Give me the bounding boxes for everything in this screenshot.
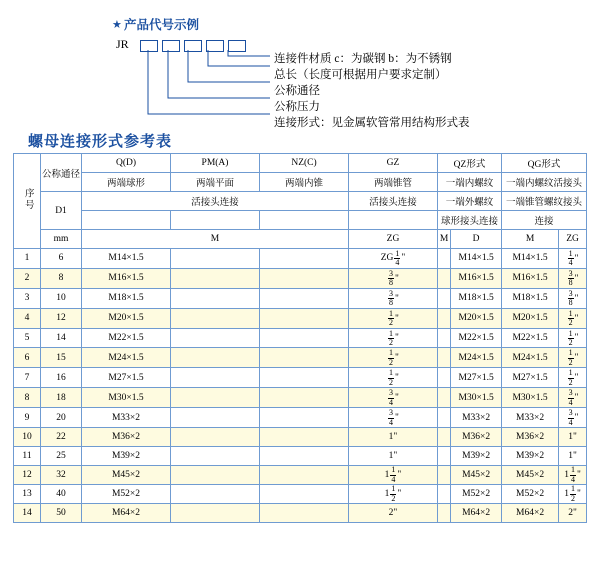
cell-q: M18×1.5: [82, 288, 171, 308]
header-group-qg: QG形式: [502, 154, 587, 173]
header-group-nz: NZ(C): [260, 154, 349, 173]
cell-qg-zg: $\frac{3}{8}$ ": [559, 268, 587, 288]
cell-qg-m: M52×2: [502, 485, 559, 504]
cell-qz-m: [438, 368, 451, 388]
cell-gz: 1": [349, 447, 438, 466]
cell-gz: $\frac{1}{2}$ ": [349, 368, 438, 388]
cell-dn: 14: [41, 328, 82, 348]
cell-seq: 2: [14, 268, 41, 288]
cell-q: M30×1.5: [82, 388, 171, 408]
cell-nz: [260, 308, 349, 328]
cell-seq: 4: [14, 308, 41, 328]
cell-qz-m: [438, 308, 451, 328]
table-header-row: [14, 154, 587, 173]
cell-qg-m: M27×1.5: [502, 368, 559, 388]
table-row: [14, 288, 587, 308]
cell-nz: [260, 249, 349, 269]
cell-qz-d: M18×1.5: [451, 288, 502, 308]
cell-qg-m: M64×2: [502, 504, 559, 523]
cell-nz: [260, 447, 349, 466]
cell-q: M33×2: [82, 408, 171, 428]
table-row: [14, 268, 587, 288]
cell-dn: 20: [41, 408, 82, 428]
cell-pm: [171, 447, 260, 466]
cell-qz-m: [438, 249, 451, 269]
cell-qg-m: M18×1.5: [502, 288, 559, 308]
cell-qg-m: M20×1.5: [502, 308, 559, 328]
cell-seq: 12: [14, 466, 41, 485]
cell-pm: [171, 388, 260, 408]
table-header-row: [14, 211, 587, 230]
cell-q: M52×2: [82, 485, 171, 504]
cell-nz: [260, 408, 349, 428]
header-unit-qg-zg: ZG: [559, 230, 587, 249]
cell-q: M14×1.5: [82, 249, 171, 269]
legend-label-nominal-pressure: 公称压力: [274, 101, 320, 113]
cell-qz-d: M22×1.5: [451, 328, 502, 348]
header-sub-nz: 两端内锥: [260, 173, 349, 192]
cell-qz-m: [438, 447, 451, 466]
cell-pm: [171, 268, 260, 288]
cell-seq: 1: [14, 249, 41, 269]
header-sub-q: 两端球形: [82, 173, 171, 192]
cell-dn: 25: [41, 447, 82, 466]
header-sub-pm: 两端平面: [171, 173, 260, 192]
cell-qg-m: M36×2: [502, 428, 559, 447]
cell-dn: 6: [41, 249, 82, 269]
cell-qz-d: M52×2: [451, 485, 502, 504]
cell-qz-d: M30×1.5: [451, 388, 502, 408]
cell-seq: 3: [14, 288, 41, 308]
cell-pm: [171, 485, 260, 504]
header-qz-ball-joint: 球形接头连接: [438, 211, 502, 230]
table-header-row: [14, 230, 587, 249]
cell-qz-d: M27×1.5: [451, 368, 502, 388]
cell-qg-m: M30×1.5: [502, 388, 559, 408]
table-row: [14, 388, 587, 408]
cell-qg-zg: $\frac{1}{2}$ ": [559, 328, 587, 348]
cell-qg-zg: 1 $\frac{1}{4}$ ": [559, 466, 587, 485]
cell-q: M27×1.5: [82, 368, 171, 388]
header-blank-gz: [349, 211, 438, 230]
cell-gz: $\frac{3}{4}$ ": [349, 408, 438, 428]
table-row: [14, 368, 587, 388]
cell-nz: [260, 328, 349, 348]
cell-qz-d: M36×2: [451, 428, 502, 447]
cell-qg-m: M14×1.5: [502, 249, 559, 269]
header-qz-external-thread: 一端外螺纹: [438, 192, 502, 211]
cell-pm: [171, 368, 260, 388]
cell-qg-zg: $\frac{1}{2}$ ": [559, 368, 587, 388]
cell-gz: ZG $\frac{1}{4}$ ": [349, 249, 438, 269]
cell-seq: 5: [14, 328, 41, 348]
cell-qg-m: M24×1.5: [502, 348, 559, 368]
product-code-legend: [0, 0, 600, 129]
cell-qz-m: [438, 268, 451, 288]
cell-gz: $\frac{3}{4}$ ": [349, 388, 438, 408]
cell-q: M22×1.5: [82, 328, 171, 348]
cell-dn: 10: [41, 288, 82, 308]
cell-seq: 14: [14, 504, 41, 523]
cell-seq: 9: [14, 408, 41, 428]
cell-seq: 6: [14, 348, 41, 368]
cell-qg-zg: 1": [559, 428, 587, 447]
cell-qz-m: [438, 388, 451, 408]
cell-qg-zg: 1 $\frac{1}{2}$ ": [559, 485, 587, 504]
cell-qz-m: [438, 428, 451, 447]
cell-qg-zg: $\frac{3}{4}$ ": [559, 388, 587, 408]
cell-gz: 1": [349, 428, 438, 447]
cell-q: M36×2: [82, 428, 171, 447]
header-dn: 公称通径: [41, 154, 82, 192]
table-row: [14, 504, 587, 523]
header-gz-connection: 活接头连接: [349, 192, 438, 211]
cell-q: M20×1.5: [82, 308, 171, 328]
header-unit-qz-m: M: [438, 230, 451, 249]
cell-qz-d: M14×1.5: [451, 249, 502, 269]
header-blank-pm: [171, 211, 260, 230]
cell-nz: [260, 268, 349, 288]
cell-qg-m: M22×1.5: [502, 328, 559, 348]
header-seq: 序号: [14, 154, 41, 249]
cell-pm: [171, 348, 260, 368]
header-sub-qg: 一端内螺纹活接头: [502, 173, 587, 192]
header-unit-zg: ZG: [349, 230, 438, 249]
table-row: [14, 348, 587, 368]
cell-qz-d: M24×1.5: [451, 348, 502, 368]
cell-nz: [260, 288, 349, 308]
cell-nz: [260, 368, 349, 388]
cell-qg-m: M33×2: [502, 408, 559, 428]
legend-label-nominal-diameter: 公称通径: [274, 85, 320, 97]
header-unit-qg-m: M: [502, 230, 559, 249]
cell-qz-d: M16×1.5: [451, 268, 502, 288]
cell-nz: [260, 466, 349, 485]
table-row: [14, 408, 587, 428]
cell-qz-m: [438, 504, 451, 523]
cell-qg-zg: 1": [559, 447, 587, 466]
cell-qg-m: M16×1.5: [502, 268, 559, 288]
cell-qz-m: [438, 348, 451, 368]
star-icon: ★: [112, 19, 122, 31]
cell-pm: [171, 408, 260, 428]
cell-qz-d: M20×1.5: [451, 308, 502, 328]
cell-seq: 8: [14, 388, 41, 408]
table-header-row: [14, 192, 587, 211]
cell-gz: $\frac{1}{2}$ ": [349, 308, 438, 328]
header-blank-q: [82, 211, 171, 230]
cell-qz-m: [438, 466, 451, 485]
cell-nz: [260, 485, 349, 504]
header-sub-qz: 一端内螺纹: [438, 173, 502, 192]
header-sub-gz: 两端锥管: [349, 173, 438, 192]
header-d1: D1: [41, 192, 82, 230]
cell-pm: [171, 288, 260, 308]
legend-label-length: 总长（长度可根据用户要求定制）: [274, 69, 447, 81]
cell-q: M24×1.5: [82, 348, 171, 368]
cell-gz: $\frac{3}{8}$ ": [349, 288, 438, 308]
cell-qz-m: [438, 328, 451, 348]
header-unit-qz-d: D: [451, 230, 502, 249]
table-row: [14, 249, 587, 269]
cell-pm: [171, 504, 260, 523]
cell-gz: $\frac{1}{2}$ ": [349, 348, 438, 368]
cell-pm: [171, 249, 260, 269]
cell-seq: 10: [14, 428, 41, 447]
header-group-q: Q(D): [82, 154, 171, 173]
cell-gz: 2": [349, 504, 438, 523]
table-row: [14, 447, 587, 466]
cell-q: M45×2: [82, 466, 171, 485]
cell-qz-m: [438, 288, 451, 308]
header-unit-m: M: [82, 230, 349, 249]
cell-qz-m: [438, 408, 451, 428]
table-row: [14, 485, 587, 504]
table-row: [14, 328, 587, 348]
cell-qg-zg: $\frac{1}{2}$ ": [559, 308, 587, 328]
header-group-pm: PM(A): [171, 154, 260, 173]
header-group-gz: GZ: [349, 154, 438, 173]
cell-dn: 40: [41, 485, 82, 504]
header-union-connection: 活接头连接: [82, 192, 349, 211]
cell-nz: [260, 348, 349, 368]
cell-qg-zg: $\frac{3}{8}$ ": [559, 288, 587, 308]
cell-dn: 12: [41, 308, 82, 328]
legend-title: 产品代号示例: [124, 18, 200, 32]
header-blank-nz: [260, 211, 349, 230]
cell-dn: 16: [41, 368, 82, 388]
cell-q: M64×2: [82, 504, 171, 523]
header-qg-connection: 连接: [502, 211, 587, 230]
cell-qz-d: M39×2: [451, 447, 502, 466]
cell-pm: [171, 466, 260, 485]
cell-qg-m: M45×2: [502, 466, 559, 485]
cell-dn: 22: [41, 428, 82, 447]
cell-dn: 18: [41, 388, 82, 408]
cell-dn: 50: [41, 504, 82, 523]
page-title: 螺母连接形式参考表: [28, 133, 173, 150]
table-row: [14, 466, 587, 485]
legend-label-material: 连接件材质 c：为碳钢 b：为不锈钢: [274, 53, 452, 65]
cell-gz: 1 $\frac{1}{2}$ ": [349, 485, 438, 504]
cell-q: M16×1.5: [82, 268, 171, 288]
cell-qz-d: M64×2: [451, 504, 502, 523]
cell-seq: 13: [14, 485, 41, 504]
cell-qg-zg: $\frac{1}{2}$ ": [559, 348, 587, 368]
header-group-qz: QZ形式: [438, 154, 502, 173]
cell-pm: [171, 328, 260, 348]
table-header-row: [14, 173, 587, 192]
cell-q: M39×2: [82, 447, 171, 466]
cell-qg-zg: $\frac{3}{4}$ ": [559, 408, 587, 428]
code-prefix: JR: [116, 37, 129, 51]
header-qg-taper-thread: 一端锥管螺纹接头: [502, 192, 587, 211]
cell-dn: 15: [41, 348, 82, 368]
cell-dn: 8: [41, 268, 82, 288]
table-row: [14, 428, 587, 447]
cell-pm: [171, 308, 260, 328]
legend-label-connection-type: 连接形式：见金属软管常用结构形式表: [274, 117, 470, 129]
cell-qg-zg: $\frac{1}{4}$ ": [559, 249, 587, 269]
cell-nz: [260, 504, 349, 523]
nut-connection-table: [13, 153, 587, 523]
cell-seq: 11: [14, 447, 41, 466]
table-row: [14, 308, 587, 328]
cell-nz: [260, 428, 349, 447]
cell-qg-m: M39×2: [502, 447, 559, 466]
cell-qz-d: M45×2: [451, 466, 502, 485]
cell-qg-zg: 2": [559, 504, 587, 523]
cell-dn: 32: [41, 466, 82, 485]
cell-qz-m: [438, 485, 451, 504]
header-unit-mm: mm: [41, 230, 82, 249]
cell-nz: [260, 388, 349, 408]
cell-seq: 7: [14, 368, 41, 388]
table-body: [14, 249, 587, 523]
cell-qz-d: M33×2: [451, 408, 502, 428]
cell-gz: $\frac{3}{8}$ ": [349, 268, 438, 288]
cell-gz: $\frac{1}{2}$ ": [349, 328, 438, 348]
cell-gz: 1 $\frac{1}{4}$ ": [349, 466, 438, 485]
cell-pm: [171, 428, 260, 447]
